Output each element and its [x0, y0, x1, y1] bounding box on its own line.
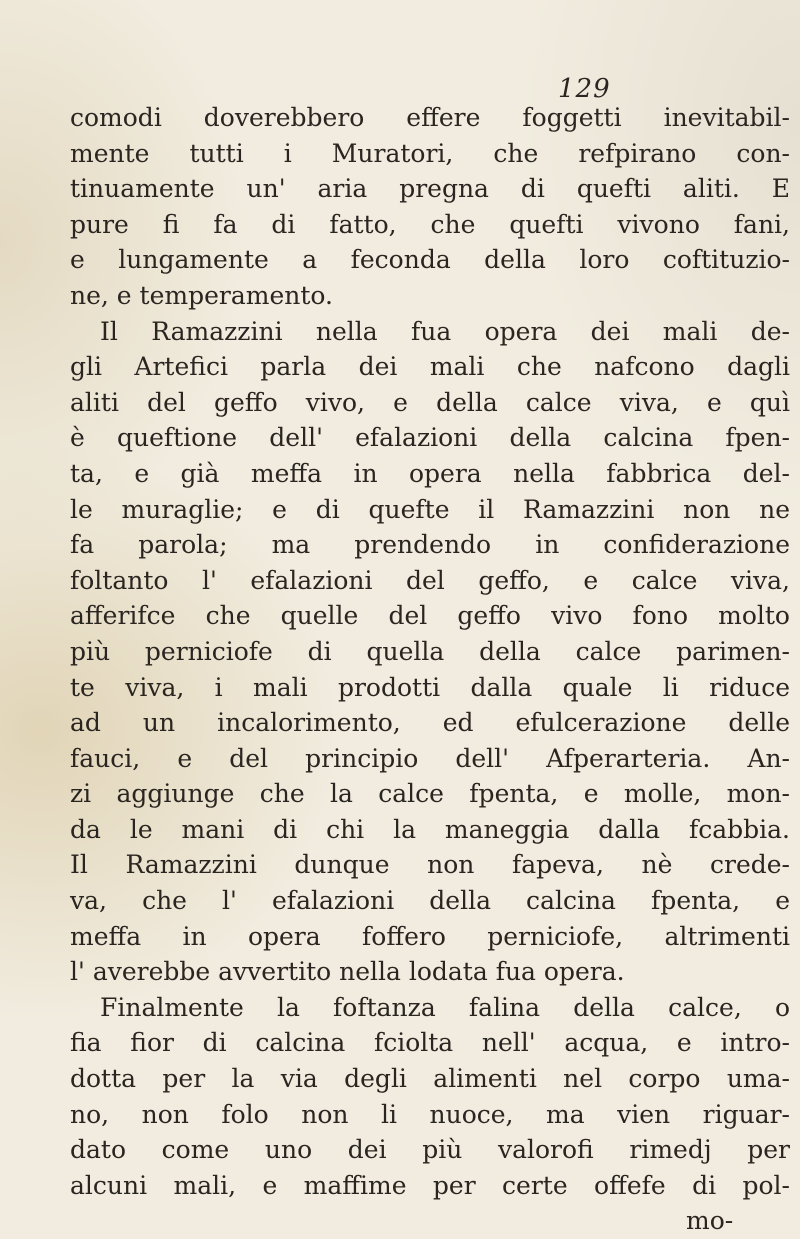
text-line-25: l' averebbe avvertito nella lodata fua opera. [70, 957, 625, 987]
text-line-29: no, non folo non li nuoce, ma vien riguar- [70, 1099, 790, 1129]
text-line-7: Il Ramazzini nella fua opera dei mali de- [100, 316, 790, 346]
text-line-6: ne, e temperamento. [70, 280, 333, 310]
text-line-15: afferifce che quelle del geffo vivo fono molto [70, 601, 790, 631]
text-line-19: fauci, e del principio dell' Afperarteria. An- [70, 743, 790, 773]
text-line-4: pure fi fa di fatto, che quefti vivono fani, [70, 209, 790, 239]
text-line-10: è queftione dell' efalazioni della calcina fpen- [70, 423, 790, 453]
text-line-18: ad un incalorimento, ed efulcerazione delle [70, 708, 790, 738]
text-line-30: dato come uno dei più valorofi rimedj per [70, 1135, 790, 1165]
text-line-3: tinuamente un' aria pregna di quefti aliti. E [70, 174, 790, 204]
text-line-21: da le mani di chi la maneggia dalla fcabbia. [70, 814, 790, 844]
text-line-20: zi aggiunge che la calce fpenta, e molle, mon- [70, 779, 790, 809]
text-line-26: Finalmente la foftanza falina della calce, o [100, 992, 790, 1022]
text-line-8: gli Artefici parla dei mali che nafcono dagli [70, 352, 790, 382]
text-line-22: Il Ramazzini dunque non fapeva, nè crede- [70, 850, 790, 880]
text-line-27: fia fior di calcina fciolta nell' acqua, e intro- [70, 1028, 790, 1058]
text-line-23: va, che l' efalazioni della calcina fpenta, e [70, 886, 790, 916]
body-text [70, 100, 790, 1239]
text-line-14: foltanto l' efalazioni del geffo, e calce viva, [70, 565, 790, 595]
text-line-5: e lungamente a feconda della loro coftituzio- [70, 245, 790, 275]
text-line-9: aliti del geffo vivo, e della calce viva, e quì [70, 387, 790, 417]
text-line-28: dotta per la via degli alimenti nel corpo uma- [70, 1064, 790, 1094]
text-line-2: mente tutti i Muratori, che refpirano con- [70, 138, 790, 168]
text-line-1: comodi doverebbero effere foggetti inevitabil- [70, 103, 790, 132]
text-line-12: le muraglie; e di quefte il Ramazzini non ne [70, 494, 790, 524]
text-line-31: alcuni mali, e maffime per certe offefe di pol- [70, 1170, 790, 1200]
text-line-17: te viva, i mali prodotti dalla quale li riduce [70, 672, 790, 702]
text-line-11: ta, e già meffa in opera nella fabbrica del- [70, 458, 790, 488]
text-line-16: più perniciofe di quella della calce parimen- [70, 636, 790, 666]
text-line-13: fa parola; ma prendendo in confiderazione [70, 530, 790, 560]
catchword: mo- [686, 1206, 734, 1236]
page-number: 129 [558, 74, 611, 104]
text-line-24: meffa in opera foffero perniciofe, altrimenti [70, 921, 790, 951]
